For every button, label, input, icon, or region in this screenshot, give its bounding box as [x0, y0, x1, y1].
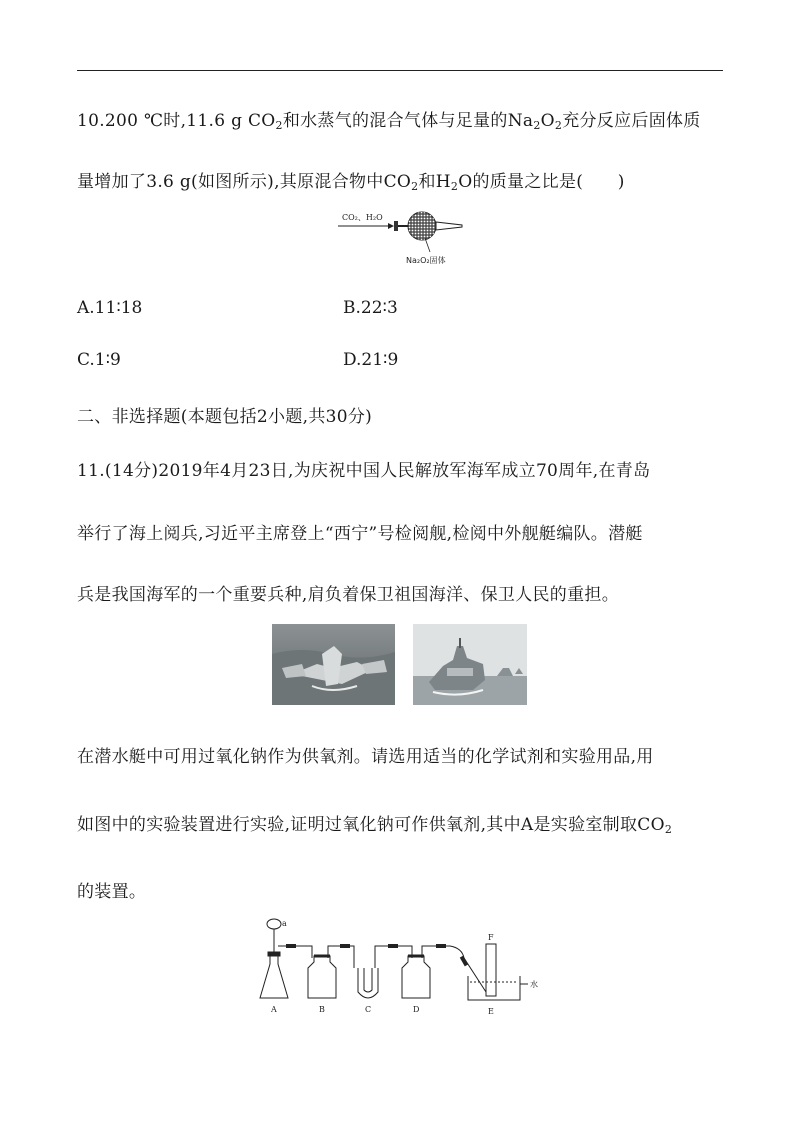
na2o2-tube-figure — [330, 208, 480, 270]
q10-line-1: 10.200 ℃时,11.6 g $CO_2$和水蒸气的混合气体与足量的$Na_2O_2$充分反应后固体质 — [77, 111, 701, 132]
gas-label: CO₂、H₂O — [342, 213, 383, 222]
q11-line-1: 11.(14分)2019年4月23日,为庆祝中国人民解放军海军成立70周年,在青岛 — [77, 461, 651, 481]
header-rule — [77, 70, 723, 71]
q11-line-5: 如图中的实验装置进行实验,证明过氧化钠可作供氧剂,其中A是实验室制取$CO_2$ — [77, 815, 673, 836]
option-c: C.1∶9 — [77, 350, 121, 370]
label-e: E — [488, 1007, 494, 1016]
experiment-apparatus-figure — [250, 912, 550, 1022]
option-a: A.11∶18 — [77, 298, 143, 318]
q11-line-2: 举行了海上阅兵,习近平主席登上“西宁”号检阅舰,检阅中外舰艇编队。潜艇 — [77, 524, 643, 544]
section-heading: 二、非选择题(本题包括2小题,共30分) — [77, 407, 373, 427]
fleet-photo — [272, 624, 395, 705]
label-d: D — [413, 1005, 420, 1014]
option-d: D.21∶9 — [343, 350, 399, 370]
solid-label: Na₂O₂固体 — [406, 256, 446, 265]
label-water: 水 — [530, 980, 538, 989]
q11-line-3: 兵是我国海军的一个重要兵种,肩负着保卫祖国海洋、保卫人民的重担。 — [77, 585, 620, 605]
label-a-small: a — [282, 919, 287, 928]
warship-photo — [413, 624, 527, 705]
label-f: F — [488, 933, 494, 942]
label-b: B — [319, 1005, 325, 1014]
option-b: B.22∶3 — [343, 298, 398, 318]
q11-line-6: 的装置。 — [77, 882, 147, 902]
q10-line-2: 量增加了3.6 g(如图所示),其原混合物中$CO_2$和$H_2O$的质量之比是( ) — [77, 172, 625, 193]
q11-line-4: 在潜水艇中可用过氧化钠作为供氧剂。请选用适当的化学试剂和实验用品,用 — [77, 747, 654, 767]
label-c: C — [365, 1005, 372, 1014]
label-a: A — [271, 1005, 277, 1014]
